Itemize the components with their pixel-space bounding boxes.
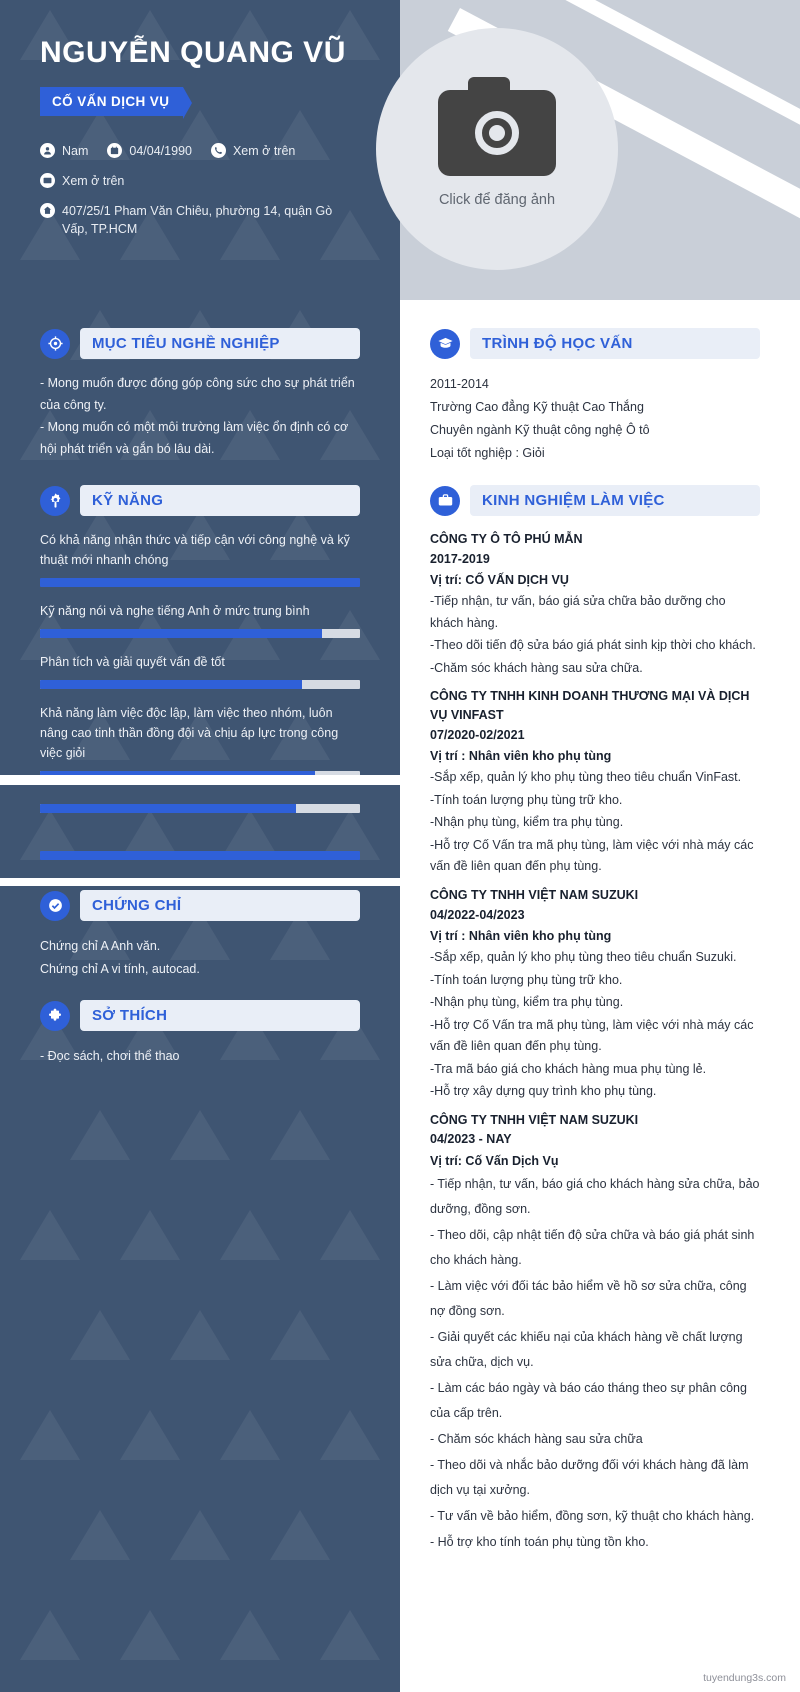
job-bullet: -Hỗ trợ Cố Vấn tra mã phụ tùng, làm việc với nhà máy các vấn đề liên quan đến phụ tùng. [430,1017,754,1053]
education-line: Chuyên ngành Kỹ thuật công nghệ Ô tô [430,423,650,438]
contact-email [40,172,124,191]
job-bullet: -Nhận phụ tùng, kiểm tra phụ tùng. [430,995,624,1009]
job-bullet: - Theo dõi và nhắc bảo dưỡng đối với khách hàng đã làm dịch vụ tại xưởng. [430,1457,749,1497]
contact-dob [107,142,192,161]
skill-label: Có khả năng nhận thức và tiếp cận với công nghệ và kỹ thuật mới nhanh chóng [40,533,350,567]
skill-label: Phân tích và giải quyết vấn đề tốt [40,655,225,669]
experience-item [430,1111,760,1555]
contact-email-value: Xem ở trên [62,173,125,188]
photo-upload-label: Click để đăng ảnh [438,192,556,208]
contact-address [40,202,352,240]
job-bullet: - Giải quyết các khiếu nại của khách hàng về chất lượng sửa chữa, dịch vụ. [430,1329,743,1369]
section-objective [40,328,360,461]
experience-item [430,530,760,679]
skill-item [40,851,360,860]
job-date: 04/2022-04/2023 [430,907,525,922]
job-bullets [430,1172,760,1555]
section-hobbies [40,1000,360,1068]
job-bullet: - Hỗ trợ kho tính toán phụ tùng tồn kho. [430,1534,649,1549]
skill-item [40,703,360,780]
certificate-line: Chứng chỉ A vi tính, autocad. [40,961,200,976]
hobbies-body [40,1045,360,1068]
skill-bar [40,578,360,587]
job-bullet: -Tra mã báo giá cho khách hàng mua phụ tùng lẻ. [430,1061,707,1076]
calendar-icon [107,143,122,158]
hobby-line: - Đọc sách, chơi thể thao [40,1049,180,1063]
job-position: Vị trí : Nhân viên kho phụ tùng [430,749,612,763]
section-skills [40,485,360,874]
job-position: Vị trí : Nhân viên kho phụ tùng [430,928,612,943]
job-date: 04/2023 - NAY [430,1132,512,1147]
job-bullets [430,767,760,878]
job-bullet: -Nhận phụ tùng, kiểm tra phụ tùng. [430,815,624,830]
skill-bar [40,629,360,638]
gear-skill-icon [40,486,70,516]
job-bullet: -Hỗ trợ xây dựng quy trình kho phụ tùng. [430,1084,657,1098]
photo-upload-area[interactable] [376,28,618,270]
left-divider-1 [0,775,400,785]
role-badge: CỐ VẤN DỊCH VỤ [40,87,183,116]
job-position: Vị trí: CỐ VẤN DỊCH VỤ [430,573,569,587]
home-pin-icon [40,203,55,218]
check-badge-icon [40,891,70,921]
job-company: CÔNG TY TNHH KINH DOANH THƯƠNG MẠI VÀ DỊCH VỤ VINFAST [430,689,750,722]
job-bullet: - Chăm sóc khách hàng sau sửa chữa [430,1431,643,1446]
phone-icon [211,143,226,158]
objective-line-2: - Mong muốn có một môi trường làm việc ổn định có cơ hội phát triển và gắn bó lâu dài. [40,419,349,456]
target-icon [40,329,70,359]
skill-item [40,601,360,638]
job-company: CÔNG TY TNHH VIỆT NAM SUZUKI [430,887,639,902]
contact-address-value: 407/25/1 Pham Văn Chiêu, phường 14, quận Gò Vấp, TP.HCM [62,203,333,237]
contact-dob-value: 04/04/1990 [129,144,192,158]
job-bullet: - Làm việc với đối tác bảo hiểm về hồ sơ sửa chữa, công nợ đồng sơn. [430,1278,747,1318]
job-bullet: - Theo dõi, cập nhật tiến độ sửa chữa và báo giá phát sinh cho khách hàng. [430,1227,755,1267]
cv-header [0,0,400,250]
skill-item [40,530,360,587]
contact-block [40,142,372,239]
contact-phone-value: Xem ở trên [232,144,296,158]
experience-item [430,886,760,1103]
job-date: 2017-2019 [430,551,490,566]
envelope-icon [40,173,55,188]
contact-gender [40,142,88,161]
objective-body [40,373,360,461]
education-line: 2011-2014 [430,377,489,391]
contact-gender-value: Nam [62,144,89,158]
job-bullet: -Tiếp nhận, tư vấn, báo giá sửa chữa bảo dưỡng cho khách hàng. [430,594,726,630]
job-date: 07/2020-02/2021 [430,727,525,742]
section-title-objective: MỤC TIÊU NGHỀ NGHIỆP [92,335,280,352]
page-title: NGUYỄN QUANG VŨ [40,36,346,69]
skill-bar-fill [40,804,296,813]
skill-bar-fill [40,851,360,860]
job-company: CÔNG TY TNHH VIỆT NAM SUZUKI [430,1112,639,1127]
job-bullet: -Theo dõi tiến độ sửa báo giá phát sinh kịp thời cho khách. [430,638,756,653]
job-company: CÔNG TY Ô TÔ PHÚ MẪN [430,532,583,546]
section-education [430,328,760,466]
contact-phone [211,142,295,161]
section-experience [430,485,760,1563]
job-position: Vị trí: Cố Vấn Dịch Vụ [430,1153,559,1168]
job-bullet: -Tính toán lượng phụ tùng trữ kho. [430,972,623,987]
camera-icon [438,90,556,176]
skill-bar-fill [40,680,302,689]
briefcase-icon [430,486,460,516]
job-bullet: - Tiếp nhận, tư vấn, báo giá cho khách hàng sửa chữa, bảo dưỡng, đồng sơn. [430,1176,760,1216]
experience-item [430,687,760,878]
section-title-skills: KỸ NĂNG [92,492,164,509]
skill-bar [40,804,360,813]
section-title-experience: KINH NGHIỆM LÀM VIỆC [482,492,665,509]
section-title-certificates: CHỨNG CHỈ [92,897,182,914]
education-line: Loại tốt nghiệp : Giỏi [430,446,545,461]
skill-bar [40,680,360,689]
job-bullet: -Sắp xếp, quản lý kho phụ tùng theo tiêu chuẩn Suzuki. [430,950,737,964]
skill-bar-fill [40,629,322,638]
job-bullets [430,947,760,1103]
job-bullet: -Chăm sóc khách hàng sau sửa chữa. [430,660,643,675]
job-bullet: -Tính toán lượng phụ tùng trữ kho. [430,792,623,807]
job-bullet: -Hỗ trợ Cố Vấn tra mã phụ tùng, làm việc với nhà máy các vấn đề liên quan đến phụ tùng. [430,837,754,874]
left-divider-2 [0,878,400,886]
certificate-line: Chứng chỉ A Anh văn. [40,939,161,953]
certificates-body [40,935,360,980]
job-bullets [430,591,760,679]
education-body [430,373,760,466]
section-certificates [40,890,360,980]
skill-label: Kỹ năng nói và nghe tiếng Anh ở mức trung bình [40,604,310,618]
job-bullet: - Tư vấn về bảo hiểm, đồng sơn, kỹ thuật cho khách hàng. [430,1508,755,1523]
puzzle-icon [40,1001,70,1031]
section-title-education: TRÌNH ĐỘ HỌC VẤN [482,335,633,352]
job-bullet: - Làm các báo ngày và báo cáo tháng theo sự phân công của cấp trên. [430,1380,747,1420]
skill-item [40,652,360,689]
skill-label: Khả năng làm việc độc lập, làm việc theo nhóm, luôn nâng cao tinh thần đồng đội và chịu áp lực trong công việc giỏi [40,706,339,760]
objective-line-1: - Mong muốn được đóng góp công sức cho sự phát triển của công ty. [40,376,355,412]
education-line: Trường Cao đẳng Kỹ thuật Cao Thắng [430,400,644,415]
skill-item [40,804,360,813]
graduation-cap-icon [430,329,460,359]
section-title-hobbies: SỞ THÍCH [92,1007,168,1024]
job-bullet: -Sắp xếp, quản lý kho phụ tùng theo tiêu chuẩn VinFast. [430,770,742,785]
footer-credit: tuyendung3s.com [703,1672,786,1684]
person-icon [40,143,55,158]
skill-bar [40,851,360,860]
skill-bar-fill [40,578,360,587]
